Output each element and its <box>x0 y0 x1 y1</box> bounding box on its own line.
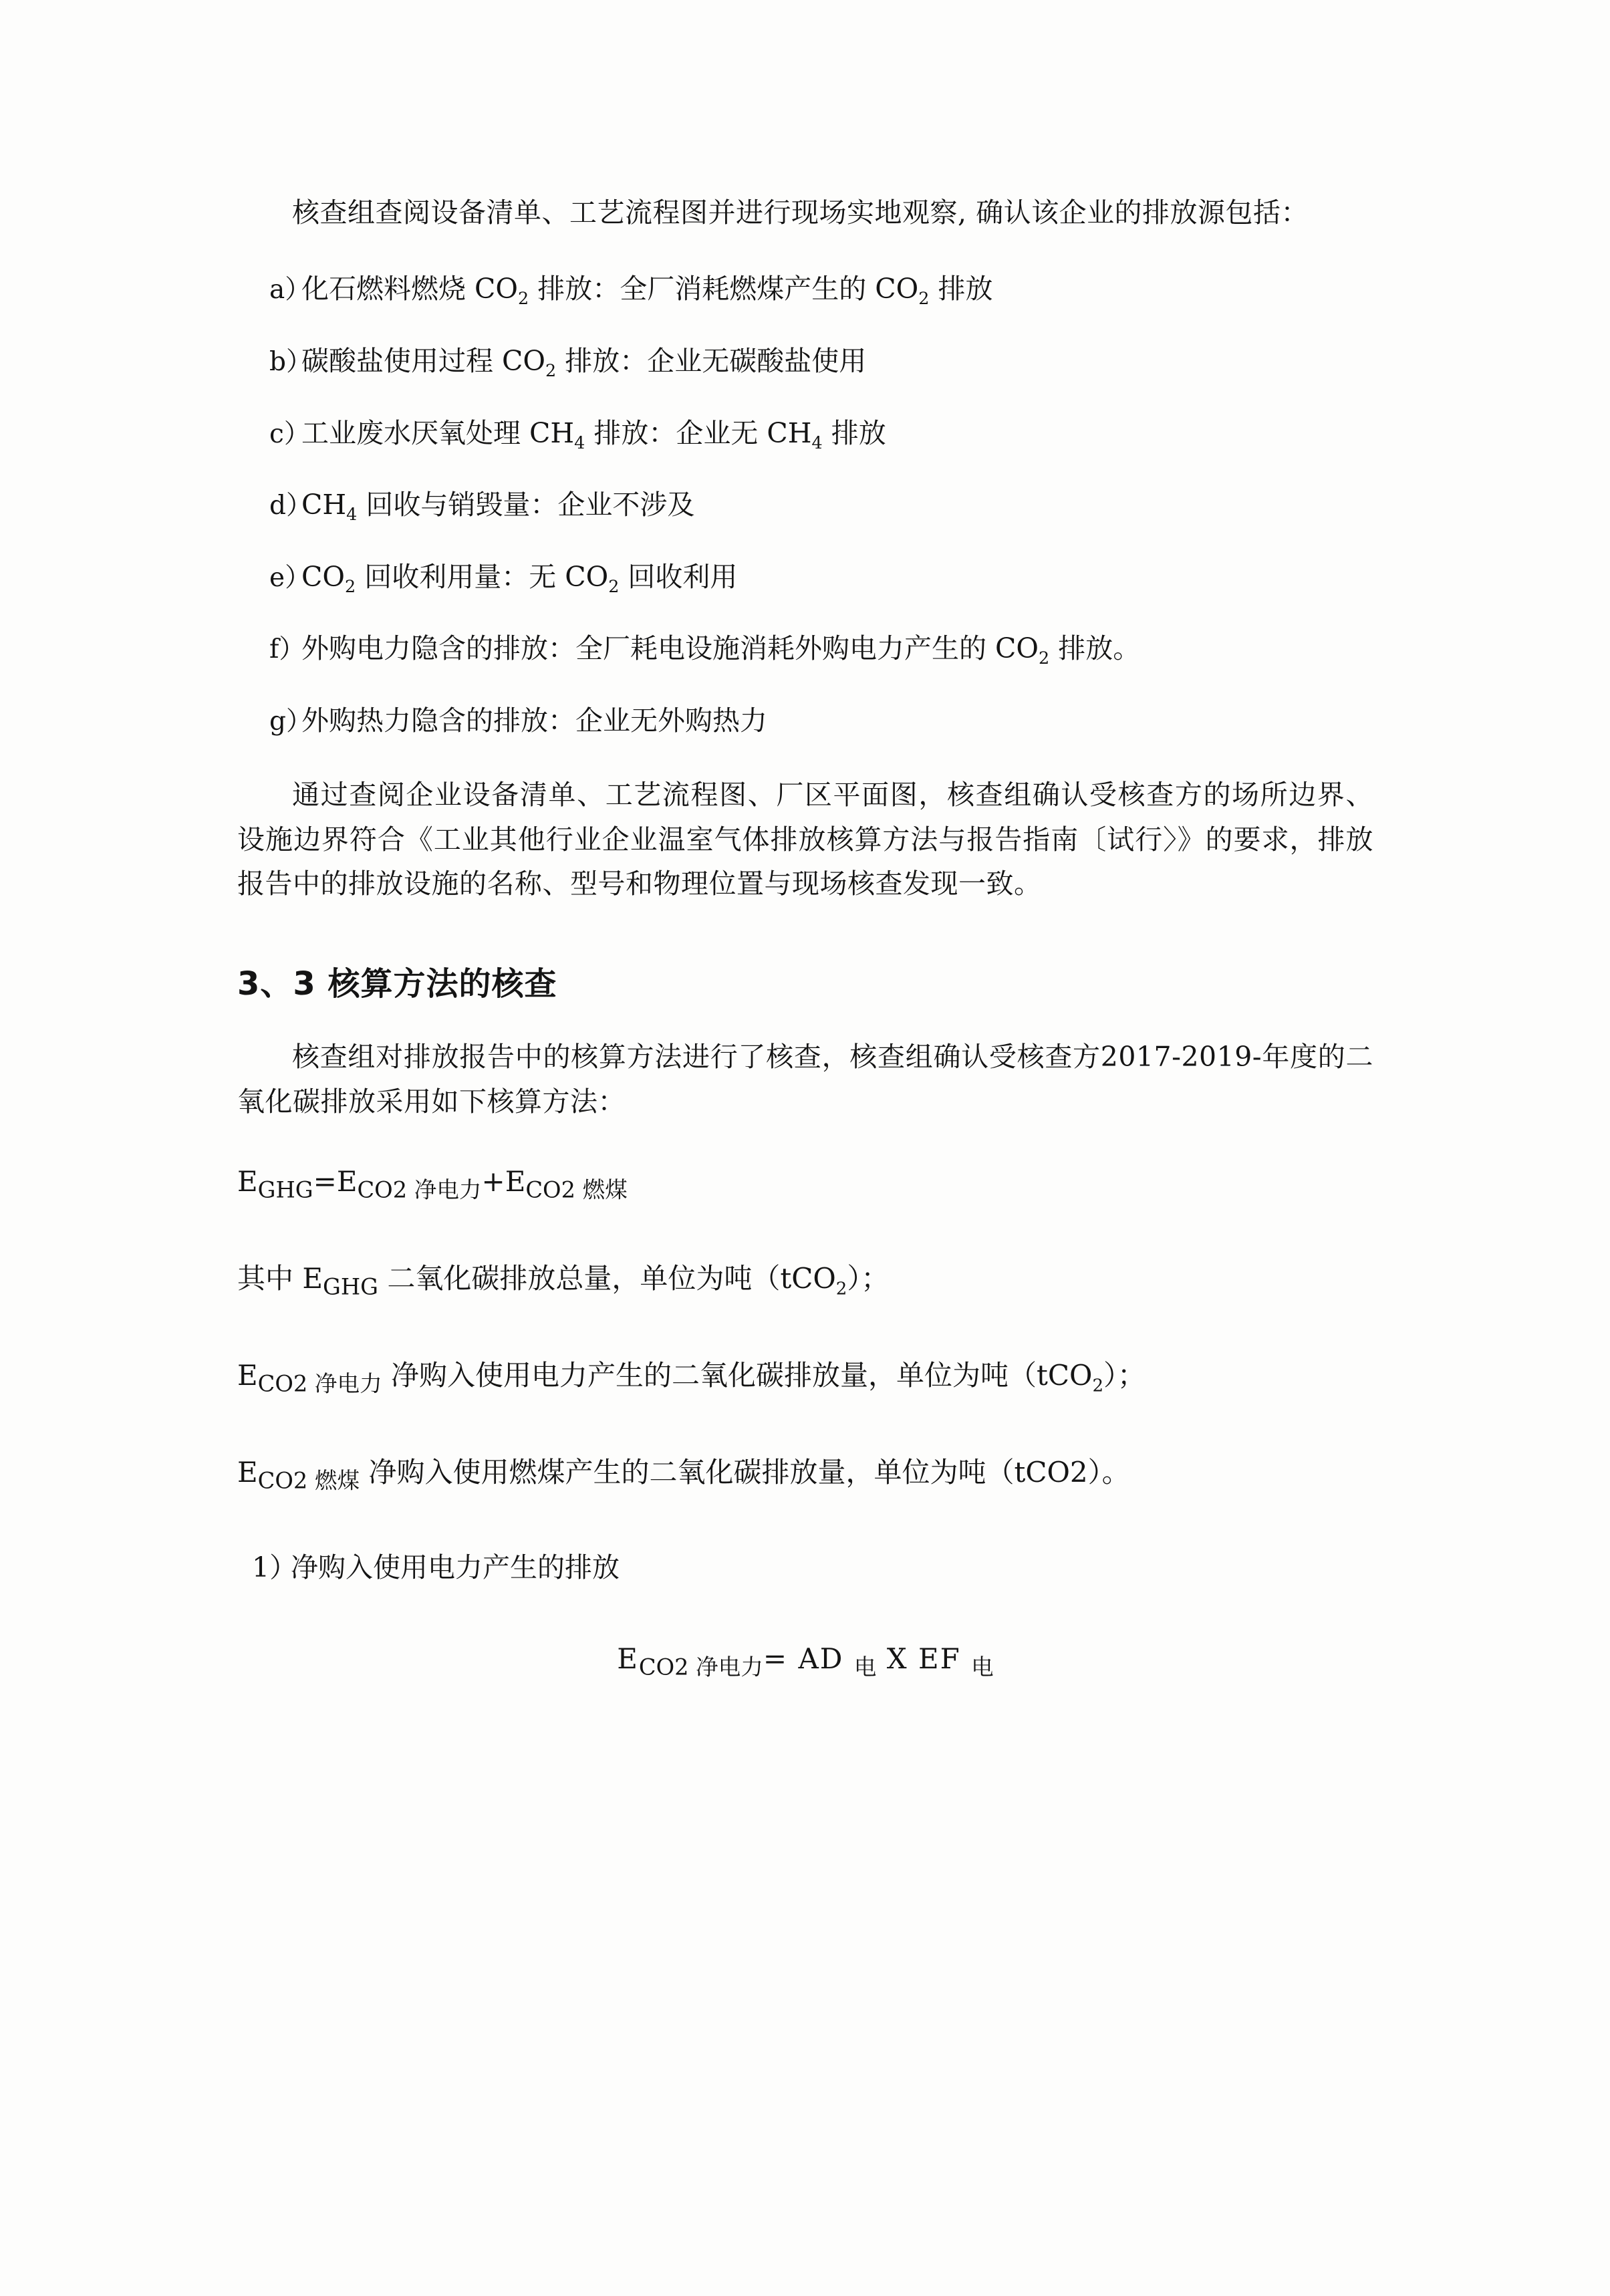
list-marker: d） <box>269 491 312 521</box>
method-numbered-list <box>237 1545 1373 1585</box>
definition-coal-emissions: $E_{CO2 燃煤}$ 净购入使用燃煤产生的二氧化碳排放量，单位为吨（tCO2）。 <box>237 1455 1130 1494</box>
list-item-text: 化石燃料燃烧 $CO_2$ 排放：全厂消耗燃煤产生的 $CO_2$ 排放 <box>301 273 993 309</box>
definition-total-emissions: 其中 $E_{GHG}$ 二氧化碳排放总量，单位为吨（tCO$_2$）； <box>237 1262 890 1300</box>
list-marker: 1） <box>252 1551 297 1584</box>
list-item-text: 净购入使用电力产生的排放 <box>291 1551 620 1584</box>
list-marker: c） <box>269 418 310 449</box>
emission-source-list <box>237 269 1373 741</box>
formula-electricity: $E_{CO2 净电力}=$ AD $_电$ X EF $_电$ <box>617 1642 994 1680</box>
method-paragraph: 核查组对排放报告中的核算方法进行了核查，核查组确认受核查方2017-2019-年度的二氧化碳排放采用如下核算方法： <box>237 1041 1373 1118</box>
section-heading: 3、3 核算方法的核查 <box>237 965 557 1003</box>
list-item-text: $CH_4$ 回收与销毁量：企业不涉及 <box>301 489 695 525</box>
list-item <box>237 1545 1373 1585</box>
list-item <box>237 557 1373 598</box>
formula-main: $E_{GHG}=E_{CO2 净电力}+E_{CO2 燃煤}$ <box>237 1165 628 1203</box>
list-item-text: $CO_2$ 回收利用量：无 $CO_2$ 回收利用 <box>301 560 738 596</box>
intro-paragraph: 核查组查阅设备清单、工艺流程图并进行现场实地观察, 确认该企业的排放源包括： <box>292 197 1309 229</box>
list-item <box>237 701 1373 741</box>
list-item <box>237 485 1373 525</box>
list-marker: f） <box>269 634 305 665</box>
list-item-text: 外购电力隐含的排放：全厂耗电设施消耗外购电力产生的 $CO_2$ 排放。 <box>301 632 1141 668</box>
list-item-text: 外购热力隐含的排放：企业无外购热力 <box>301 704 767 737</box>
list-item <box>237 629 1373 669</box>
list-marker: g） <box>269 706 312 737</box>
list-item-text: 碳酸盐使用过程 $CO_2$ 排放：企业无碳酸盐使用 <box>301 344 867 381</box>
list-item <box>237 269 1373 309</box>
page-content <box>237 190 1373 1680</box>
list-marker: a） <box>269 275 311 305</box>
definition-electricity-emissions: $E_{CO2 净电力}$ 净购入使用电力产生的二氧化碳排放量，单位为吨（tCO$_2$）； <box>237 1358 1146 1397</box>
list-item-text: 工业废水厌氧处理 $CH_4$ 排放：企业无 $CH_4$ 排放 <box>301 416 886 453</box>
list-marker: e） <box>269 562 311 593</box>
list-item <box>237 342 1373 382</box>
closing-paragraph: 通过查阅企业设备清单、工艺流程图、厂区平面图，核查组确认受核查方的场所边界、设施边界符合《工业其他行业企业温室气体排放核算方法与报告指南〔试行〉》的要求，排放报告中的排放设施的名称、型号和物理位置与现场核查发现一致。 <box>237 779 1373 900</box>
list-marker: b） <box>269 346 312 377</box>
list-item <box>237 414 1373 454</box>
